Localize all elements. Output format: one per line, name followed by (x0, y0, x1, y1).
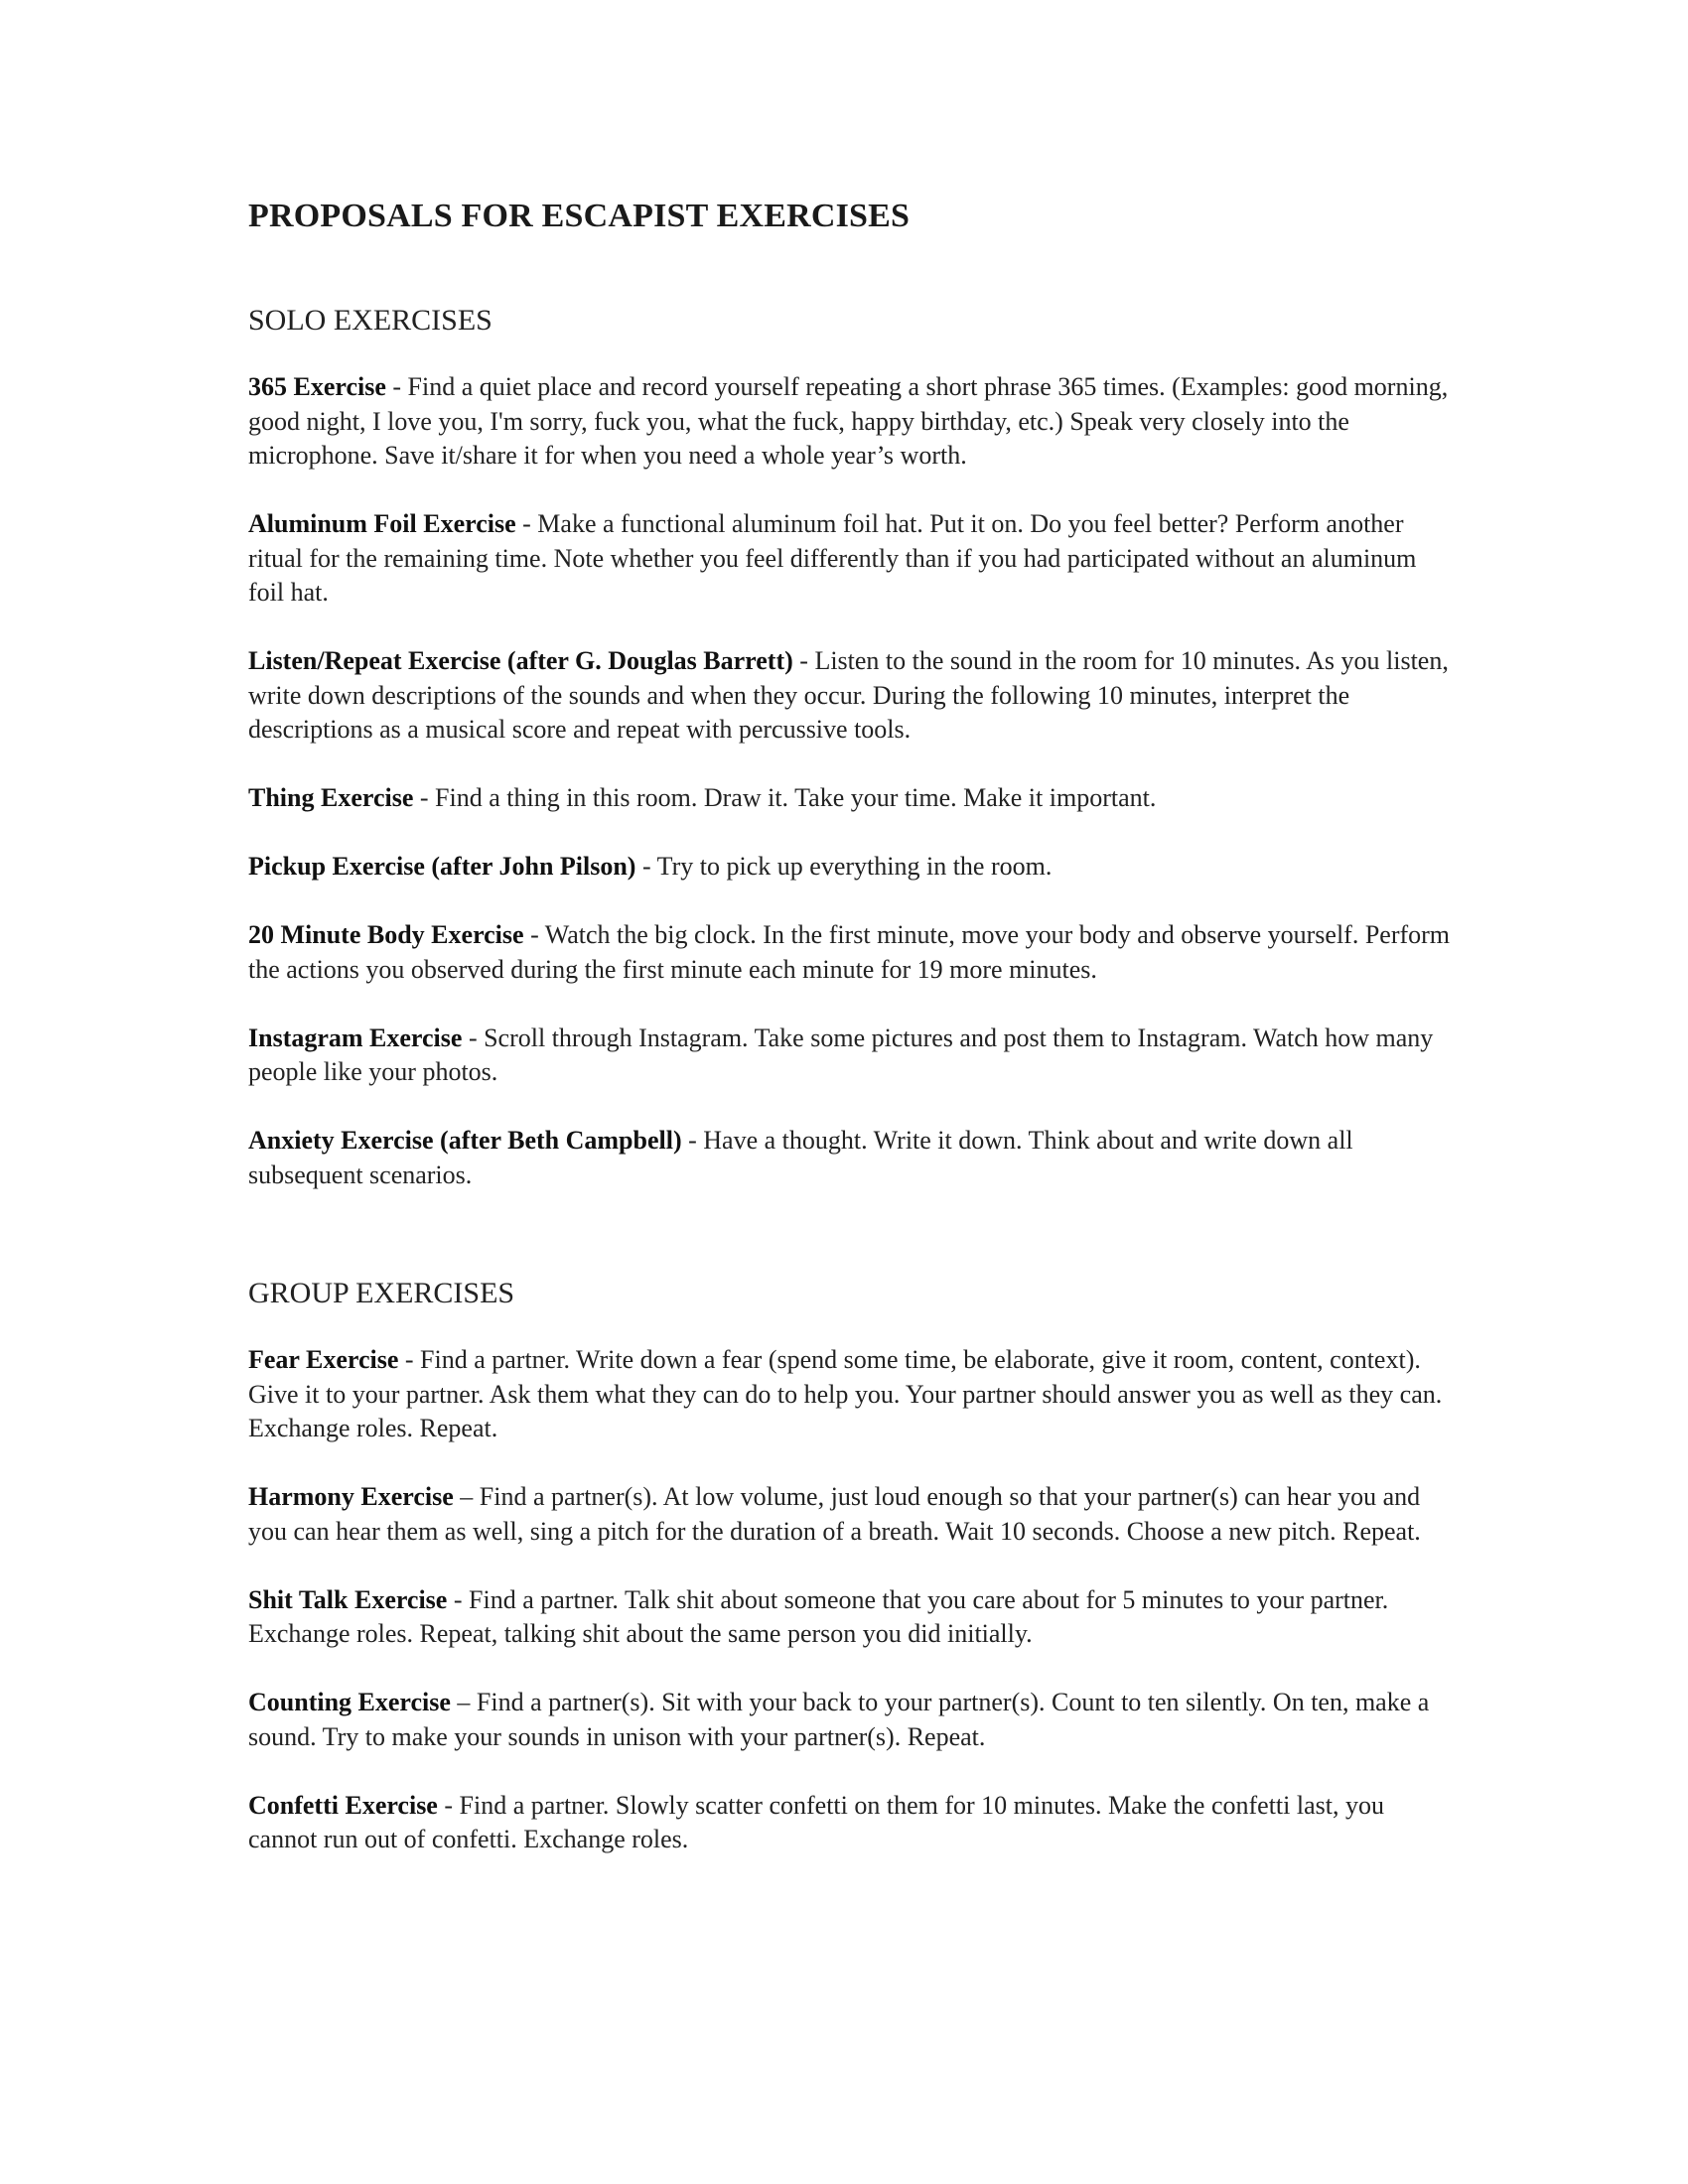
exercise-item (248, 1583, 1455, 1652)
exercise-title: Pickup Exercise (after John Pilson) (248, 852, 636, 881)
exercise-title: Anxiety Exercise (after Beth Campbell) (248, 1126, 682, 1155)
exercise-description: - Make a functional aluminum foil hat. Put it on. Do you feel better? Perform another ritual for the remaining time. Note whether you feel differently than if you had participated without an aluminum foil hat. (248, 509, 1417, 607)
exercise-item (248, 1343, 1455, 1446)
exercise-description: - Watch the big clock. In the first minute, move your body and observe yourself. Perform the actions you observed during the first minute each minute for 19 more minutes. (248, 920, 1451, 984)
exercise-title: 20 Minute Body Exercise (248, 920, 524, 949)
document-page (248, 194, 1455, 1891)
exercise-item (248, 1789, 1455, 1857)
exercise-item (248, 850, 1455, 885)
exercise-description: - Have a thought. Write it down. Think about and write down all subsequent scenarios. (248, 1126, 1353, 1189)
exercise-description: - Scroll through Instagram. Take some pictures and post them to Instagram. Watch how many people like your photos. (248, 1023, 1434, 1086)
solo-exercise-list (248, 370, 1455, 1192)
group-exercise-list (248, 1343, 1455, 1857)
exercise-item (248, 1480, 1455, 1549)
exercise-title: Counting Exercise (248, 1688, 451, 1716)
exercise-title: Fear Exercise (248, 1345, 399, 1374)
exercise-description: - Find a partner. Write down a fear (spend some time, be elaborate, give it room, content, context). Give it to your partner. Ask them what they can do to help you. Your partner should answer you as well as they can. Exchange roles. Repeat. (248, 1345, 1443, 1442)
solo-section-heading: SOLO EXERCISES (248, 304, 492, 337)
exercise-description: - Find a partner. Slowly scatter confetti on them for 10 minutes. Make the confetti last, you cannot run out of confetti. Exchange roles. (248, 1790, 1384, 1853)
exercise-item (248, 507, 1455, 611)
exercise-title: Aluminum Foil Exercise (248, 509, 516, 538)
exercise-title: Listen/Repeat Exercise (after G. Douglas Barrett) (248, 646, 793, 675)
exercise-title: Instagram Exercise (248, 1023, 463, 1052)
exercise-item (248, 370, 1455, 474)
group-section-heading: GROUP EXERCISES (248, 1277, 515, 1309)
exercise-item (248, 644, 1455, 748)
exercise-description: – Find a partner(s). At low volume, just loud enough so that your partner(s) can hear you and you can hear them as well, sing a pitch for the duration of a breath. Wait 10 seconds. Choose a new pitch. Repeat. (248, 1482, 1421, 1546)
exercise-item (248, 1022, 1455, 1090)
exercise-title: 365 Exercise (248, 372, 386, 401)
exercise-description: - Find a thing in this room. Draw it. Take your time. Make it important. (413, 783, 1157, 812)
exercise-item (248, 918, 1455, 987)
exercise-description: - Find a quiet place and record yourself repeating a short phrase 365 times. (Examples: good morning, good night, I love you, I'm sorry, fuck you, what the fuck, happy birthday, etc.) Speak very closely into the microphone. Save it/share it for when you need a whole year’s worth. (248, 372, 1449, 470)
exercise-description: – Find a partner(s). Sit with your back to your partner(s). Count to ten silently. On ten, make a sound. Try to make your sounds in unison with your partner(s). Repeat. (248, 1688, 1430, 1751)
exercise-item (248, 781, 1455, 816)
exercise-item (248, 1686, 1455, 1754)
exercise-item (248, 1124, 1455, 1192)
exercise-title: Shit Talk Exercise (248, 1584, 448, 1614)
exercise-description: - Listen to the sound in the room for 10 minutes. As you listen, write down descriptions of the sounds and when they occur. During the following 10 minutes, interpret the descriptions as a musical score and repeat with percussive tools. (248, 646, 1449, 744)
exercise-description: - Try to pick up everything in the room. (635, 852, 1053, 881)
exercise-description: - Find a partner. Talk shit about someone that you care about for 5 minutes to your partner. Exchange roles. Repeat, talking shit about the same person you did initially. (248, 1584, 1389, 1648)
exercise-title: Confetti Exercise (248, 1790, 438, 1820)
exercise-title: Harmony Exercise (248, 1482, 454, 1511)
exercise-title: Thing Exercise (248, 783, 414, 812)
document-title: PROPOSALS FOR ESCAPIST EXERCISES (248, 198, 911, 234)
